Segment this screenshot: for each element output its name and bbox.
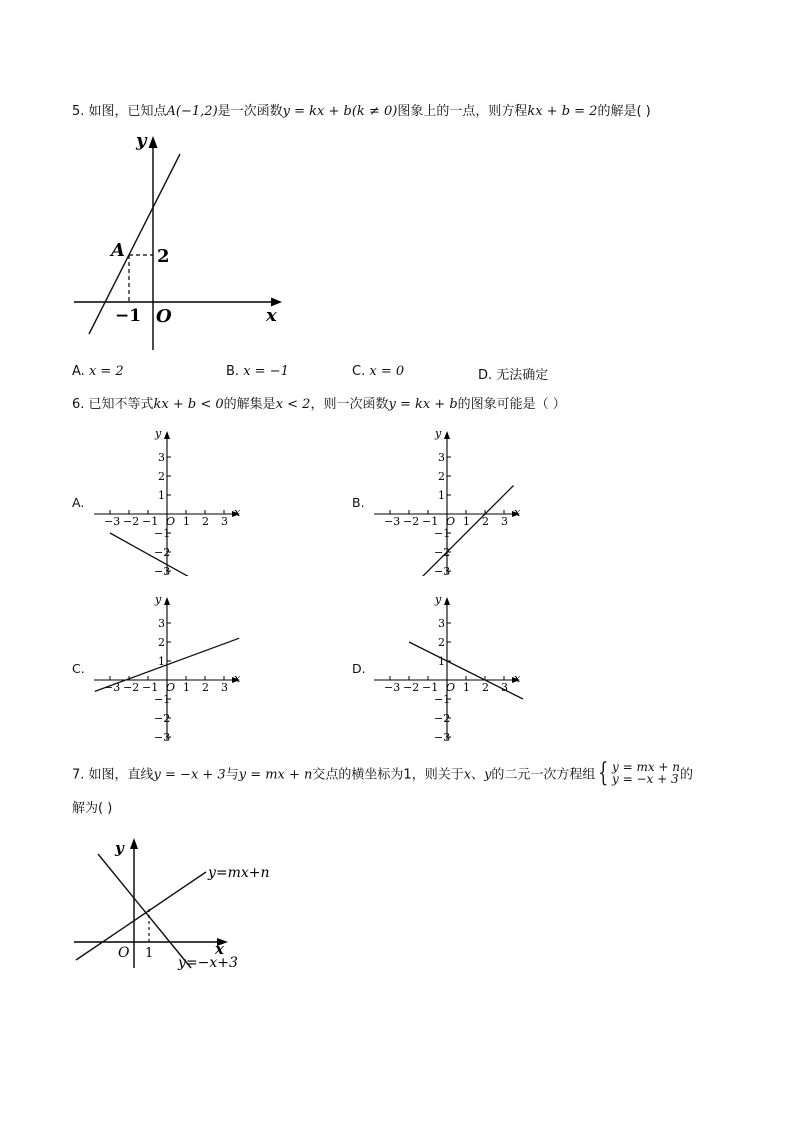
y-tick-label: −1	[434, 527, 451, 540]
q5-y-arrow	[149, 136, 158, 148]
y-tick-label: 3	[158, 617, 165, 630]
y-tick-label: −2	[154, 546, 171, 559]
x-tick-label: 1	[463, 681, 470, 694]
origin-label: O	[166, 515, 176, 528]
q5-stem	[72, 103, 651, 121]
q6-graph-c[interactable]	[88, 590, 250, 742]
y-axis-arrow	[444, 597, 450, 605]
origin-label: O	[166, 681, 176, 694]
q6-option-d-label[interactable]: D.	[352, 661, 366, 676]
q6-stem-mid: 的解集是	[223, 397, 276, 412]
q5-option-d-label: D.	[478, 368, 493, 383]
q5-x-label: x	[266, 305, 277, 326]
y-tick-label: −2	[154, 712, 171, 725]
y-tick-label: −1	[434, 693, 451, 706]
q6-option-c-label[interactable]: C.	[72, 661, 85, 676]
q5-option-a[interactable]	[72, 364, 124, 379]
y-tick-label: −1	[154, 527, 171, 540]
x-tick-label: −2	[123, 515, 140, 528]
q5-option-c-label: C.	[352, 364, 366, 379]
q6-func: y = kx + b	[388, 397, 458, 412]
x-axis-label: x	[514, 506, 521, 519]
origin-label: O	[446, 515, 456, 528]
q6-graph-a[interactable]	[88, 424, 250, 576]
q7-y-arrow	[130, 838, 138, 849]
q7-line2: y = mx + n	[238, 767, 313, 783]
x-tick-label: −3	[384, 681, 401, 694]
x-tick-label: −3	[104, 515, 121, 528]
q5-option-d-text: 无法确定	[496, 368, 549, 383]
y-axis-label: y	[435, 427, 442, 440]
q5-x-value: −1	[115, 306, 142, 326]
q5-option-b-text: x = −1	[243, 364, 289, 379]
y-axis-label: y	[155, 427, 162, 440]
y-tick-label: −2	[434, 546, 451, 559]
q5-option-b[interactable]	[226, 364, 289, 379]
y-tick-label: 3	[158, 451, 165, 464]
q5-stem-pre: 5. 如图，已知点	[72, 104, 167, 119]
q7-line1: y = −x + 3	[153, 767, 226, 783]
x-tick-label: −1	[142, 681, 159, 694]
q7-y-label: y	[115, 839, 124, 857]
y-tick-label: −3	[154, 731, 171, 742]
q7-x-value: 1	[145, 946, 154, 961]
y-tick-label: 2	[158, 470, 165, 483]
q6-stem-mid2: ，则一次函数	[310, 397, 389, 412]
q5-y-value: 2	[157, 246, 170, 267]
q5-option-b-label: B.	[226, 364, 240, 379]
q6-graph-d[interactable]	[368, 590, 530, 742]
q7-stem	[72, 758, 694, 788]
x-tick-label: 3	[501, 681, 508, 694]
x-tick-label: −2	[123, 681, 140, 694]
q5-stem-mid: 是一次函数	[217, 104, 283, 119]
q7-system-eq2: y = −x + 3	[611, 772, 679, 786]
x-tick-label: −2	[403, 515, 420, 528]
q5-option-a-label: A.	[72, 364, 85, 379]
y-tick-label: 1	[438, 489, 445, 502]
q6-stem-post: 的图象可能是（ ）	[457, 397, 566, 412]
y-axis-label: y	[435, 593, 442, 606]
q5-option-d[interactable]	[478, 364, 548, 383]
x-tick-label: 1	[463, 515, 470, 528]
q7-graph	[70, 834, 310, 974]
q7-stem-sep: 、	[471, 767, 485, 783]
q5-y-label: y	[136, 130, 147, 151]
y-tick-label: 3	[438, 451, 445, 464]
y-tick-label: 1	[158, 655, 165, 668]
q5-func: y = kx + b(k ≠ 0)	[282, 104, 398, 119]
q7-var-y: y	[484, 767, 492, 783]
q7-line-pos	[76, 872, 206, 960]
x-tick-label: −3	[104, 681, 121, 694]
q5-origin: O	[156, 306, 172, 327]
q5-option-c[interactable]	[352, 364, 404, 379]
x-tick-label: 3	[221, 515, 228, 528]
x-tick-label: 3	[221, 681, 228, 694]
q7-stem-post: 的	[680, 767, 694, 783]
y-tick-label: 2	[438, 636, 445, 649]
q5-eq: kx + b = 2	[527, 104, 598, 119]
x-axis-label: x	[234, 672, 241, 685]
origin-label: O	[446, 681, 456, 694]
q7-brace: {	[598, 758, 609, 788]
q6-ineq: kx + b < 0	[153, 397, 224, 412]
x-axis-label: x	[514, 672, 521, 685]
x-tick-label: 2	[202, 681, 209, 694]
q5-point: A(−1,2)	[166, 104, 218, 119]
x-tick-label: −1	[422, 681, 439, 694]
q5-stem-post: 的解是( )	[597, 104, 651, 119]
x-tick-label: −3	[384, 515, 401, 528]
q6-stem	[72, 396, 566, 414]
q7-stem-mid: 与	[225, 767, 239, 783]
y-axis-arrow	[164, 431, 170, 439]
x-tick-label: 1	[183, 515, 190, 528]
q7-label-mxn: y=mx+n	[208, 865, 270, 881]
q6-option-b-label[interactable]: B.	[352, 495, 365, 510]
x-tick-label: −1	[142, 515, 159, 528]
x-tick-label: −1	[422, 515, 439, 528]
q5-graph	[70, 128, 300, 356]
y-tick-label: −2	[434, 712, 451, 725]
q5-point-label: A	[111, 240, 125, 261]
x-tick-label: 2	[482, 681, 489, 694]
y-axis-label: y	[155, 593, 162, 606]
q6-stem-pre: 6. 已知不等式	[72, 397, 154, 412]
q7-origin: O	[118, 945, 130, 961]
y-tick-label: 1	[438, 655, 445, 668]
x-tick-label: 1	[183, 681, 190, 694]
q7-x-label: x	[215, 940, 224, 958]
y-axis-arrow	[164, 597, 170, 605]
q7-stem-pre: 7. 如图，直线	[72, 767, 154, 783]
y-tick-label: 3	[438, 617, 445, 630]
q7-stem-mid2: 交点的横坐标为1，则关于	[312, 767, 464, 783]
q5-option-c-text: x = 0	[369, 364, 405, 379]
q5-option-a-text: x = 2	[88, 364, 124, 379]
y-tick-label: 1	[158, 489, 165, 502]
y-tick-label: 2	[158, 636, 165, 649]
q7-var-x: x	[463, 767, 472, 783]
y-tick-label: 2	[438, 470, 445, 483]
q7-stem-line2: 解为( )	[72, 801, 113, 816]
y-axis-arrow	[444, 431, 450, 439]
q7-stem-mid3: 的二元一次方程组	[491, 767, 596, 783]
x-tick-label: 3	[501, 515, 508, 528]
x-axis-label: x	[234, 506, 241, 519]
y-tick-label: −1	[154, 693, 171, 706]
q6-sol: x < 2	[275, 397, 311, 412]
function-line	[110, 533, 196, 576]
function-line	[419, 486, 514, 577]
q7-label-negx: y=−x+3	[178, 955, 238, 971]
q7-system	[595, 760, 680, 786]
q6-option-a-label[interactable]: A.	[72, 495, 85, 510]
y-tick-label: −3	[434, 731, 451, 742]
y-tick-label: −3	[434, 565, 451, 576]
x-tick-label: −2	[403, 681, 420, 694]
q7-system-eq1: y = mx + n	[611, 760, 681, 774]
y-tick-label: −3	[154, 565, 171, 576]
x-tick-label: 2	[202, 515, 209, 528]
x-tick-label: 2	[482, 515, 489, 528]
q5-stem-mid2: 图象上的一点，则方程	[397, 104, 528, 119]
q6-graph-b[interactable]	[368, 424, 530, 576]
